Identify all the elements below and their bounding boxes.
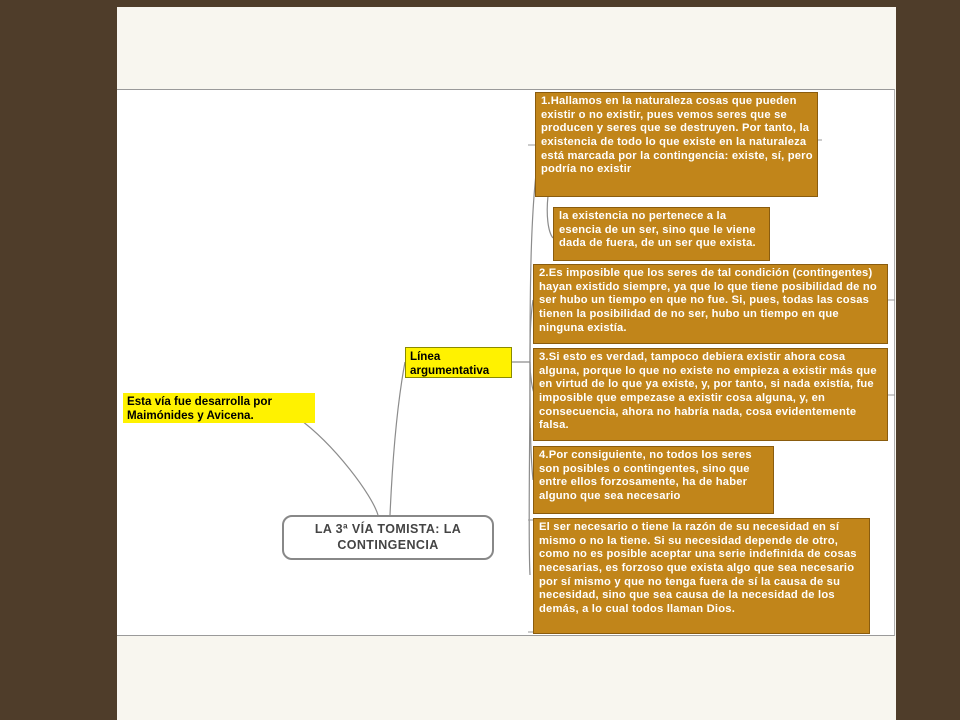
step-1-sub-node: [553, 207, 770, 261]
step-3-node: [533, 348, 888, 441]
step-3-text: 3.Si esto es verdad, tampoco debiera existir ahora cosa alguna, porque lo que no existe no empieza a existir más que en virtud de lo que ya existe, y, por tanto, si nada existía, fue imposible que empezase a existir cosa alguna, y, en consecuencia, ahora no habría nada, cosa evidentemente falsa.: [539, 351, 877, 432]
step-1-node: [535, 92, 818, 197]
origin-note-text: Esta vía fue desarrolla por Maimónides y Avicena.: [127, 395, 272, 423]
origin-note: [123, 393, 315, 423]
conclusion-text: El ser necesario o tiene la razón de su necesidad en sí mismo o no la tiene. Si su necesidad depende de otro, como no es posible aceptar una serie indefinida de cosas necesarias, es forzoso que exista algo que sea necesario por sí mismo y que no tenga fuera de sí la causa de su necesidad, sino que sea causa de la necesidad de los demás, a lo cual todos llaman Dios.: [539, 521, 857, 615]
step-1-sub-text: la existencia no pertenece a la esencia de un ser, sino que le viene dada de fuera, de un ser que exista.: [559, 210, 756, 250]
link-root-branch: [390, 362, 405, 515]
branch-title: Línea argumentativa: [410, 350, 490, 378]
step-2-node: [533, 264, 888, 344]
step-2-text: 2.Es imposible que los seres de tal condición (contingentes) hayan existido siempre, ya que lo que tiene posibilidad de no ser hubo un tiempo en que no fue. Si, pues, todas las cosas tienen la posibilidad de no ser, hubo un tiempo en que ninguna existía.: [539, 267, 877, 334]
link-root-note: [298, 418, 378, 515]
step-4-node: [533, 446, 774, 514]
root-title: LA 3ª VÍA TOMISTA: LA CONTINGENCIA: [314, 522, 462, 552]
branch-node: [405, 347, 512, 378]
step-4-text: 4.Por consiguiente, no todos los seres son posibles o contingentes, sino que entre ellos forzosamente, ha de haber alguno que sea necesario: [539, 449, 752, 502]
root-node: [282, 515, 494, 560]
step-1-text: 1.Hallamos en la naturaleza cosas que pueden existir o no existir, pues vemos seres que se producen y seres que se destruyen. Por tanto, la existencia de todo lo que existe en la naturaleza está marcada por la contingencia: existe, sí, pero podría no existir: [541, 95, 813, 176]
link-hub-step5: [529, 362, 530, 575]
conclusion-node: [533, 518, 870, 634]
